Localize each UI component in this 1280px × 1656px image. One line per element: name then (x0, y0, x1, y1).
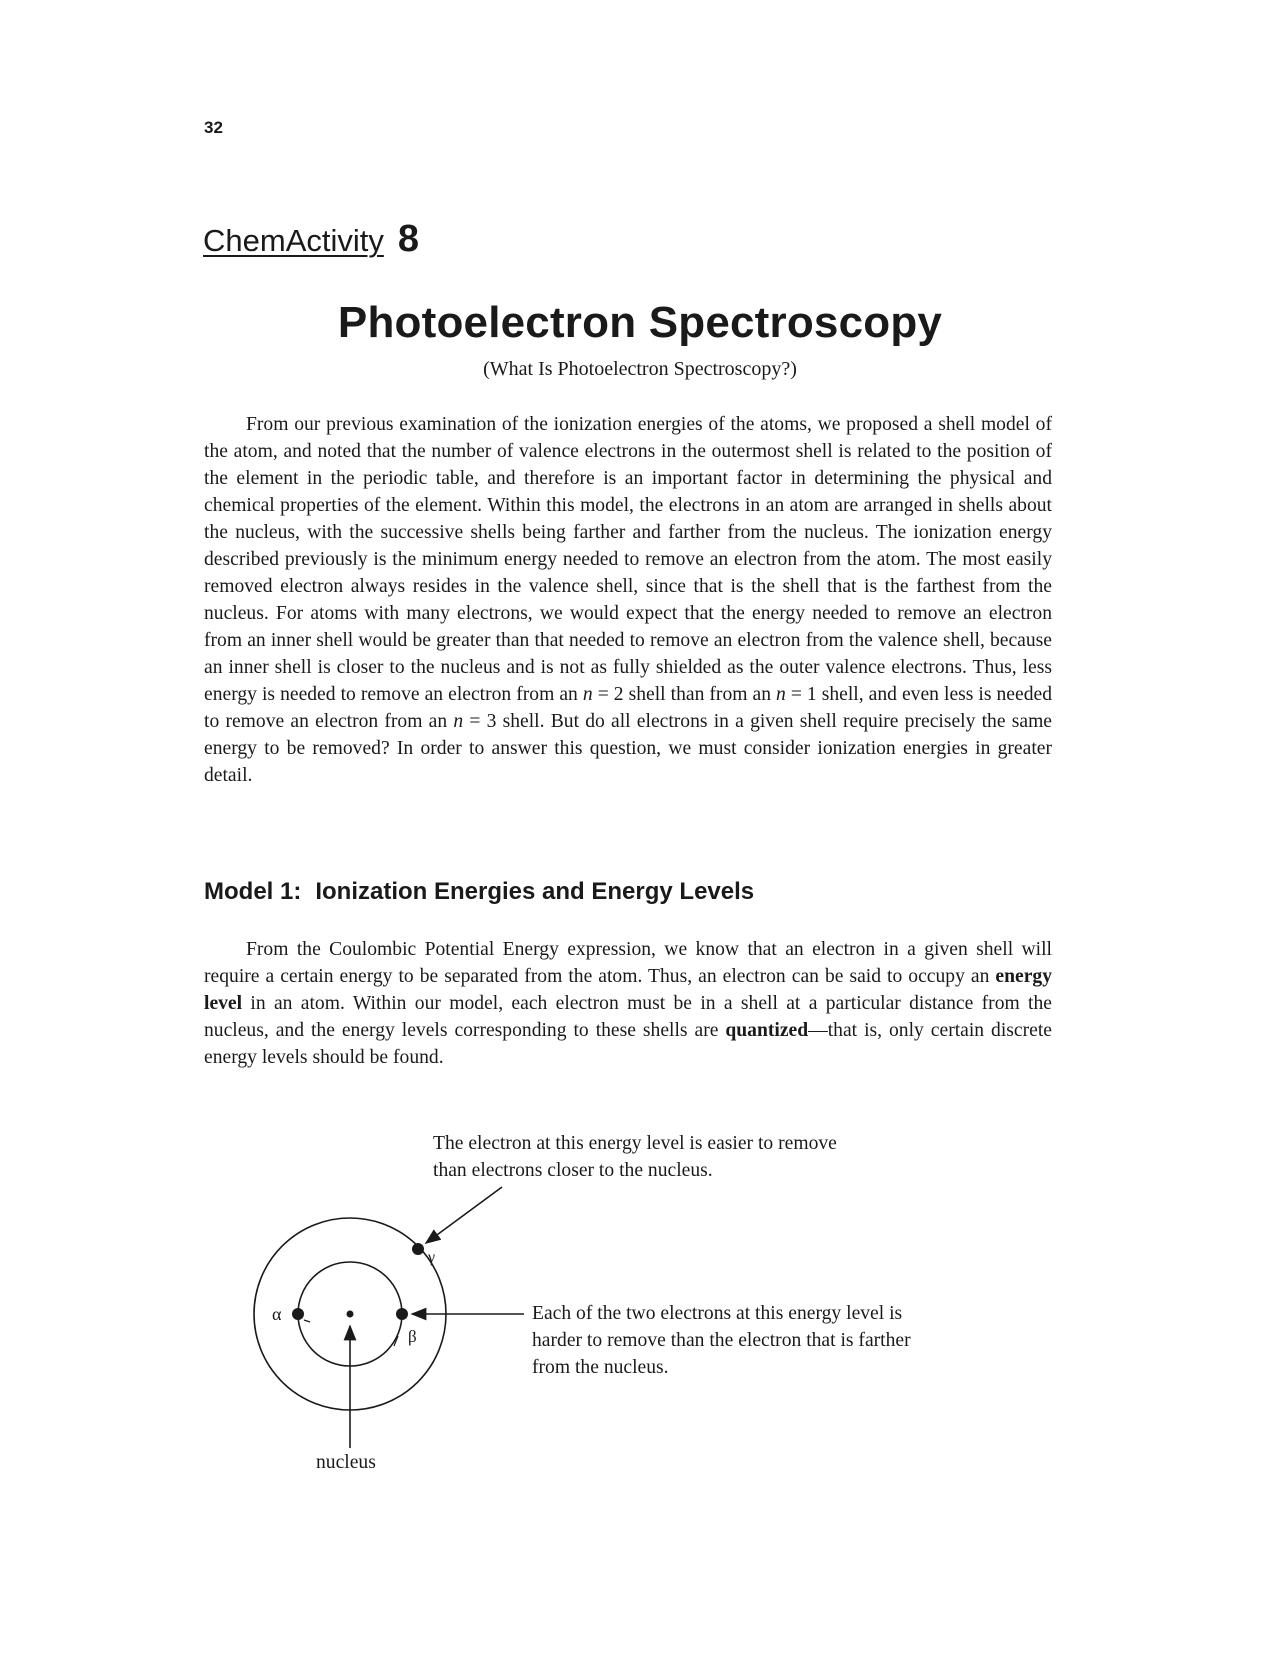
callout-beta: Each of the two electrons at this energy level is harder to remove than the electron that is farther from the nucleus. (532, 1303, 911, 1378)
callout-gamma: The electron at this energy level is easier to remove than electrons closer to the nucleus. (433, 1133, 837, 1181)
page-number: 32 (204, 118, 223, 137)
model-text-1: From the Coulombic Potential Energy expression, we know that an electron in a given shell will require a certain energy to be separated from the atom. Thus, an electron can be said to occupy an (204, 939, 1052, 987)
beta-label: β (408, 1327, 417, 1346)
intro-text-3: = 1 shell, and even less is needed to remove an electron from an (204, 684, 1052, 732)
alpha-tick (304, 1320, 310, 1322)
model-paragraph (204, 936, 1052, 1071)
beta-tick (394, 1336, 398, 1346)
chem-activity-header (203, 218, 419, 261)
page-title: Photoelectron Spectroscopy (337, 298, 943, 347)
electron-gamma (412, 1243, 424, 1255)
gamma-label: γ (428, 1249, 436, 1266)
page-subtitle: (What Is Photoelectron Spectroscopy?) (483, 358, 797, 380)
term-quantized: quantized (725, 1020, 809, 1041)
intro-text-4: = 3 shell. But do all electrons in a given shell require precisely the same energy to be removed? In order to answer this question, we must consider ionization energies in greater detail. (204, 711, 1053, 786)
intro-text-1: From our previous examination of the ionization energies of the atoms, we proposed a shell model of the atom, and noted that the number of valence electrons in the outermost shell is related to the position of the element in the periodic table, and therefore is an important factor in determining the physical and chemical properties of the element. Within this model, the electrons in an atom are arranged in shells about the nucleus, with the successive shells being farther and farther from the nucleus. The ionization energy described previously is the minimum energy needed to remove an electron from the atom. The most easily removed electron always resides in the valence shell, since that is the shell that is the farthest from the nucleus. For atoms with many electrons, we would expect that the energy needed to remove an electron from an inner shell would be greater than that needed to remove an electron from the valence shell, because an inner shell is closer to the nucleus and is not as fully shielded as the outer valence electrons. Thus, less energy is needed to remove an electron from an (204, 414, 1052, 705)
n-variable: n (582, 684, 593, 705)
model-text-3: —that is, only certain discrete energy levels should be found. (204, 1020, 1052, 1068)
intro-paragraph (204, 411, 1052, 789)
chem-activity-label: ChemActivity (203, 223, 384, 258)
nucleus-dot (347, 1311, 354, 1318)
outer-shell (254, 1218, 446, 1410)
electron-beta (396, 1308, 408, 1320)
model-heading (204, 878, 754, 906)
activity-number: 8 (397, 218, 420, 260)
nucleus-label: nucleus (316, 1452, 376, 1473)
n-variable: n (776, 684, 786, 705)
alpha-label: α (272, 1304, 282, 1324)
electron-alpha (292, 1308, 304, 1320)
n-variable: n (453, 711, 464, 732)
model-label: Model 1: (204, 878, 302, 905)
model-title: Ionization Energies and Energy Levels (315, 878, 755, 905)
intro-text-2: = 2 shell than from an (592, 684, 777, 705)
inner-shell (298, 1262, 402, 1366)
model-text-2: in an atom. Within our model, each electron must be in a shell at a particular distance from the nucleus, and the energy levels corresponding to these shells are (204, 993, 1052, 1041)
term-energy-level: energy level (204, 966, 1052, 1014)
gamma-arrow (426, 1187, 502, 1243)
